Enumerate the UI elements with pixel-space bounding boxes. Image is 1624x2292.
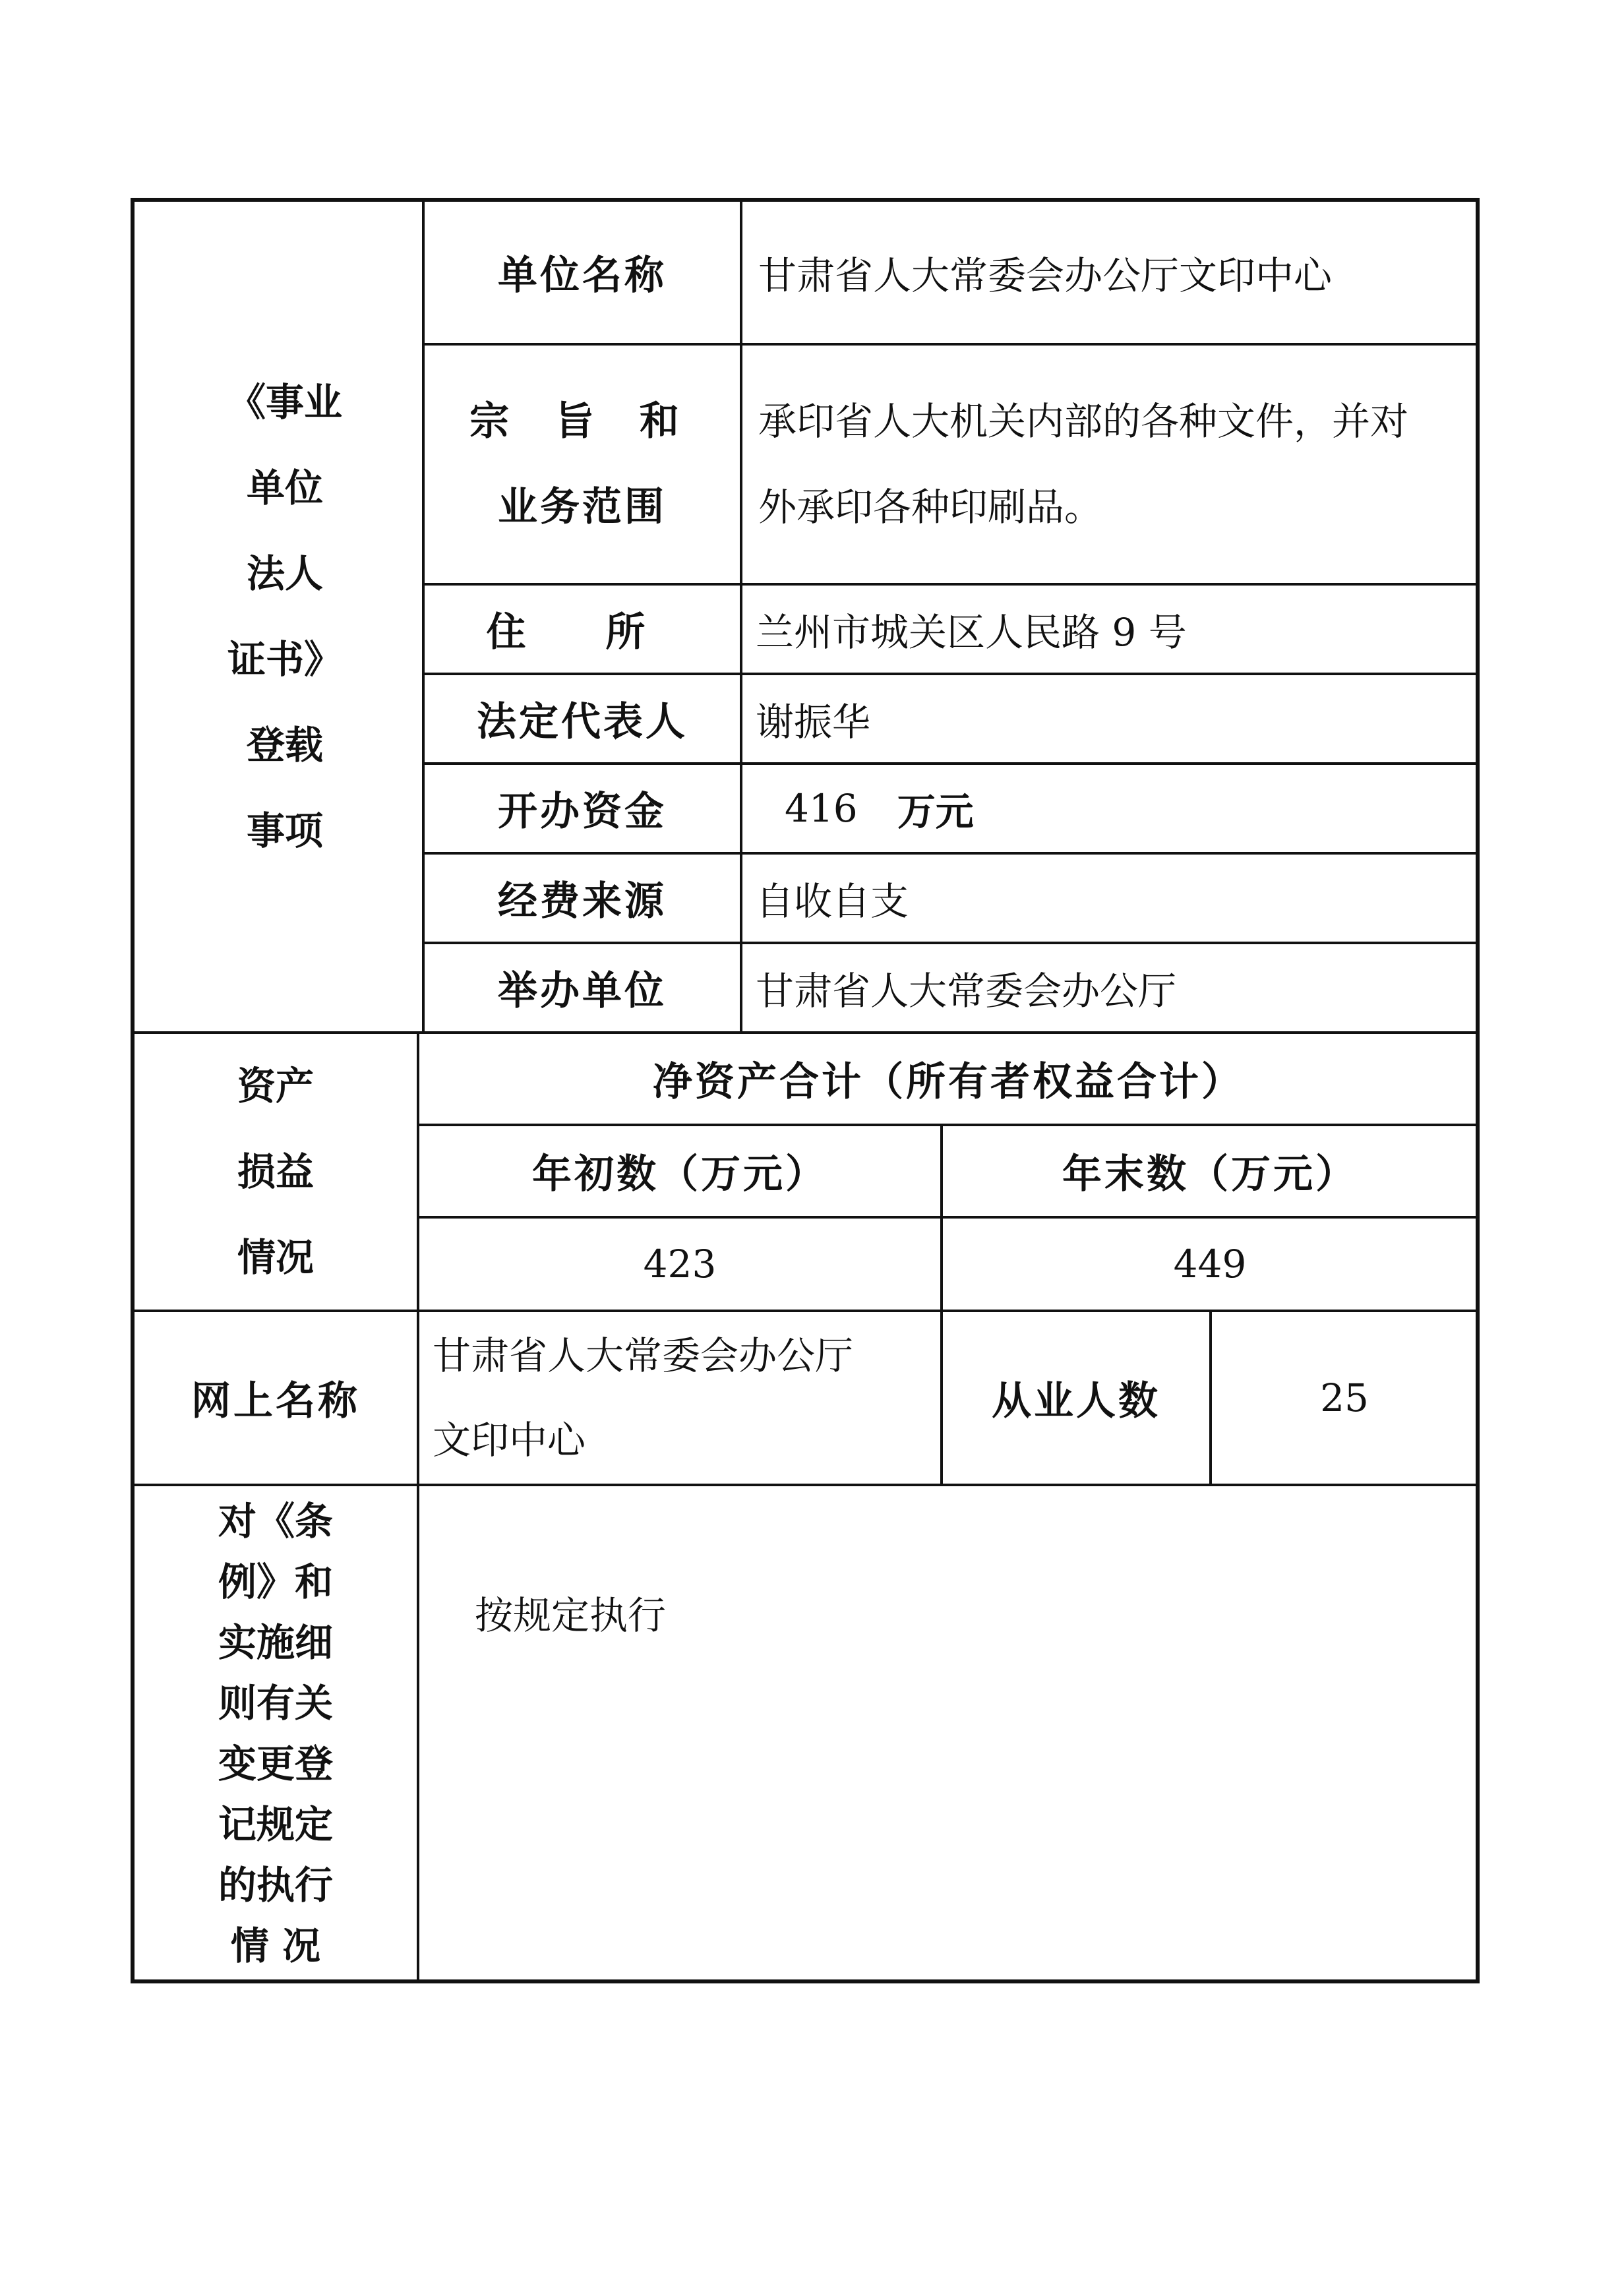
side-label-line: 事项 [246, 808, 323, 853]
address-label: 住 所 [486, 609, 678, 655]
legal-rep-label: 法定代表人 [477, 699, 688, 745]
side-label-line: 例》和 [218, 1559, 333, 1604]
compliance-side-label [135, 1486, 417, 1981]
legal-rep-value: 谢振华 [756, 700, 871, 744]
capital-unit: 万元 [897, 789, 974, 834]
assets-side-label [135, 1034, 417, 1310]
side-label-line: 对《条 [218, 1499, 333, 1544]
side-label-line: 《事业 [227, 380, 342, 425]
side-label-line: 则有关 [218, 1681, 333, 1726]
side-label-line: 登载 [246, 723, 323, 768]
side-label-line: 资产 [237, 1064, 314, 1108]
side-label-line: 证书》 [227, 637, 342, 682]
begin-value-label: 年初数（万元） [532, 1151, 827, 1197]
side-label-line: 实施细 [218, 1620, 333, 1665]
online-name-label: 网上名称 [191, 1378, 360, 1424]
side-label-line: 的执行 [218, 1863, 333, 1908]
purpose-value-line1: 承印省人大机关内部的各种文件，并对 [758, 399, 1409, 444]
purpose-label [425, 346, 740, 583]
side-label-line: 情况 [237, 1235, 314, 1280]
purpose-label-line2: 业务范围 [498, 484, 667, 530]
unit-name-label: 单位名称 [498, 253, 667, 299]
unit-name-value: 甘肃省人大常委会办公厅文印中心 [758, 253, 1333, 298]
registration-side-label [135, 202, 422, 1031]
side-label-line: 情 况 [230, 1923, 321, 1968]
staff-count-value: 25 [1320, 1375, 1369, 1420]
funding-label: 经费来源 [498, 878, 667, 924]
sponsor-value: 甘肃省人大常委会办公厅 [756, 969, 1177, 1013]
column-divider [740, 198, 742, 1033]
capital-amount: 416 [785, 786, 858, 831]
compliance-value: 按规定执行 [475, 1593, 667, 1638]
end-value: 449 [1173, 1242, 1247, 1286]
staff-count-label: 从业人数 [992, 1378, 1160, 1424]
online-name-value [433, 1312, 940, 1484]
begin-value: 423 [643, 1242, 717, 1286]
capital-label: 开办资金 [498, 789, 667, 835]
end-value-label: 年末数（万元） [1062, 1151, 1358, 1197]
purpose-value [758, 346, 1476, 583]
purpose-label-line1: 宗 旨 和 [469, 398, 695, 444]
side-label-line: 损益 [237, 1149, 314, 1194]
online-name-line2: 文印中心 [433, 1418, 586, 1463]
purpose-value-line2: 外承印各种印刷品。 [758, 485, 1103, 529]
side-label-line: 记规定 [218, 1802, 333, 1847]
side-label-line: 变更登 [218, 1741, 333, 1786]
side-label-line: 单位 [246, 466, 323, 510]
address-value: 兰州市城关区人民路 9 号 [756, 610, 1187, 655]
funding-value: 自收自支 [756, 879, 909, 924]
sponsor-label: 举办单位 [498, 968, 667, 1014]
capital-value [785, 765, 1470, 852]
side-label-line: 法人 [246, 551, 323, 596]
online-name-line1: 甘肃省人大常委会办公厅 [433, 1333, 854, 1378]
net-assets-header: 净资产合计（所有者权益合计） [653, 1059, 1244, 1105]
